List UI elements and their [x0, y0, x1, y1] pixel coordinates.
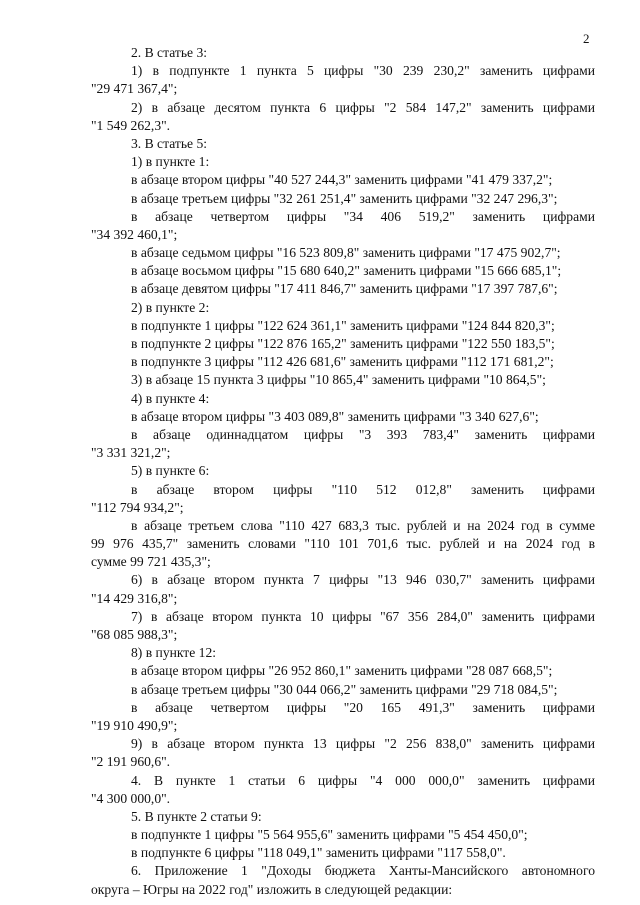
- text-line: "34 392 460,1";: [91, 226, 178, 242]
- text-line: 2) в абзаце десятом пункта 6 цифры "2 584 147,2" заменить цифрами: [131, 99, 595, 115]
- text-line: 6) в абзаце втором пункта 7 цифры "13 946 030,7" заменить цифрами: [131, 572, 595, 588]
- text-line: в абзаце третьем цифры "32 261 251,4" заменить цифрами "32 247 296,3";: [131, 190, 558, 206]
- text-line: в абзаце четвертом цифры "34 406 519,2" заменить цифрами: [131, 208, 595, 224]
- text-line: 1) в подпункте 1 пункта 5 цифры "30 239 230,2" заменить цифрами: [131, 63, 595, 79]
- text-line: 4) в пункте 4:: [131, 390, 210, 406]
- text-line: округа – Югры на 2022 год" изложить в следующей редакции:: [91, 881, 453, 897]
- text-line: в абзаце седьмом цифры "16 523 809,8" заменить цифрами "17 475 902,7";: [131, 245, 561, 261]
- text-line: сумме 99 721 435,3";: [91, 554, 211, 570]
- text-line: в абзаце одиннадцатом цифры "3 393 783,4" заменить цифрами: [131, 426, 595, 442]
- text-line: 9) в абзаце втором пункта 13 цифры "2 256 838,0" заменить цифрами: [131, 736, 595, 752]
- text-line: в абзаце втором цифры "3 403 089,8" заменить цифрами "3 340 627,6";: [131, 408, 539, 424]
- text-line: в подпункте 3 цифры "112 426 681,6" заменить цифрами "112 171 681,2";: [131, 354, 554, 370]
- text-line: 5. В пункте 2 статьи 9:: [131, 808, 262, 824]
- text-line: "2 191 960,6".: [91, 754, 171, 770]
- text-line: "3 331 321,2";: [91, 445, 171, 461]
- text-line: "1 549 262,3".: [91, 117, 171, 133]
- text-line: "68 085 988,3";: [91, 627, 178, 642]
- text-line: 8) в пункте 12:: [131, 645, 217, 661]
- text-line: "29 471 367,4";: [91, 81, 178, 97]
- text-line: в абзаце третьем слова "110 427 683,3 тыс. рублей и на 2024 год в сумме: [131, 517, 595, 533]
- text-line: 2) в пункте 2:: [131, 299, 210, 315]
- text-line: 5) в пункте 6:: [131, 463, 210, 479]
- text-line: в абзаце девятом цифры "17 411 846,7" заменить цифрами "17 397 787,6";: [131, 281, 558, 297]
- document-body: [91, 44, 595, 899]
- text-line: в абзаце третьем цифры "30 044 066,2" заменить цифрами "29 718 084,5";: [131, 681, 558, 697]
- text-line: в подпункте 1 цифры "5 564 955,6" заменить цифрами "5 454 450,0";: [131, 827, 528, 843]
- text-line: 3. В статье 5:: [131, 135, 208, 151]
- text-line: в абзаце четвертом цифры "20 165 491,3" заменить цифрами: [131, 699, 595, 715]
- text-line: 3) в абзаце 15 пункта 3 цифры "10 865,4" заменить цифрами "10 864,5";: [131, 372, 546, 388]
- text-line: в абзаце втором цифры "40 527 244,3" заменить цифрами "41 479 337,2";: [131, 172, 553, 188]
- text-line: 7) в абзаце втором пункта 10 цифры "67 356 284,0" заменить цифрами: [131, 608, 595, 624]
- text-line: 6. Приложение 1 "Доходы бюджета Ханты-Мансийского автономного: [131, 863, 595, 879]
- text-line: в подпункте 6 цифры "118 049,1" заменить цифрами "117 558,0".: [131, 845, 506, 861]
- text-line: в подпункте 2 цифры "122 876 165,2" заменить цифрами "122 550 183,5";: [131, 336, 555, 351]
- text-line: "4 300 000,0".: [91, 790, 171, 806]
- text-line: 99 976 435,7" заменить словами "110 101 701,6 тыс. рублей и на 2024 год в: [91, 536, 595, 552]
- page-number: 2: [583, 31, 590, 46]
- text-line: 1) в пункте 1:: [131, 154, 210, 170]
- text-line: "19 910 490,9";: [91, 717, 178, 733]
- text-line: в абзаце восьмом цифры "15 680 640,2" заменить цифрами "15 666 685,1";: [131, 263, 562, 279]
- text-line: 4. В пункте 1 статьи 6 цифры "4 000 000,0" заменить цифрами: [131, 772, 595, 788]
- text-line: "14 429 316,8";: [91, 590, 178, 606]
- text-line: 2. В статье 3:: [131, 45, 208, 60]
- text-line: в подпункте 1 цифры "122 624 361,1" заменить цифрами "124 844 820,3";: [131, 317, 555, 333]
- text-line: в абзаце втором цифры "110 512 012,8" заменить цифрами: [131, 481, 595, 497]
- text-line: "112 794 934,2";: [91, 499, 184, 515]
- text-line: в абзаце втором цифры "26 952 860,1" заменить цифрами "28 087 668,5";: [131, 663, 553, 679]
